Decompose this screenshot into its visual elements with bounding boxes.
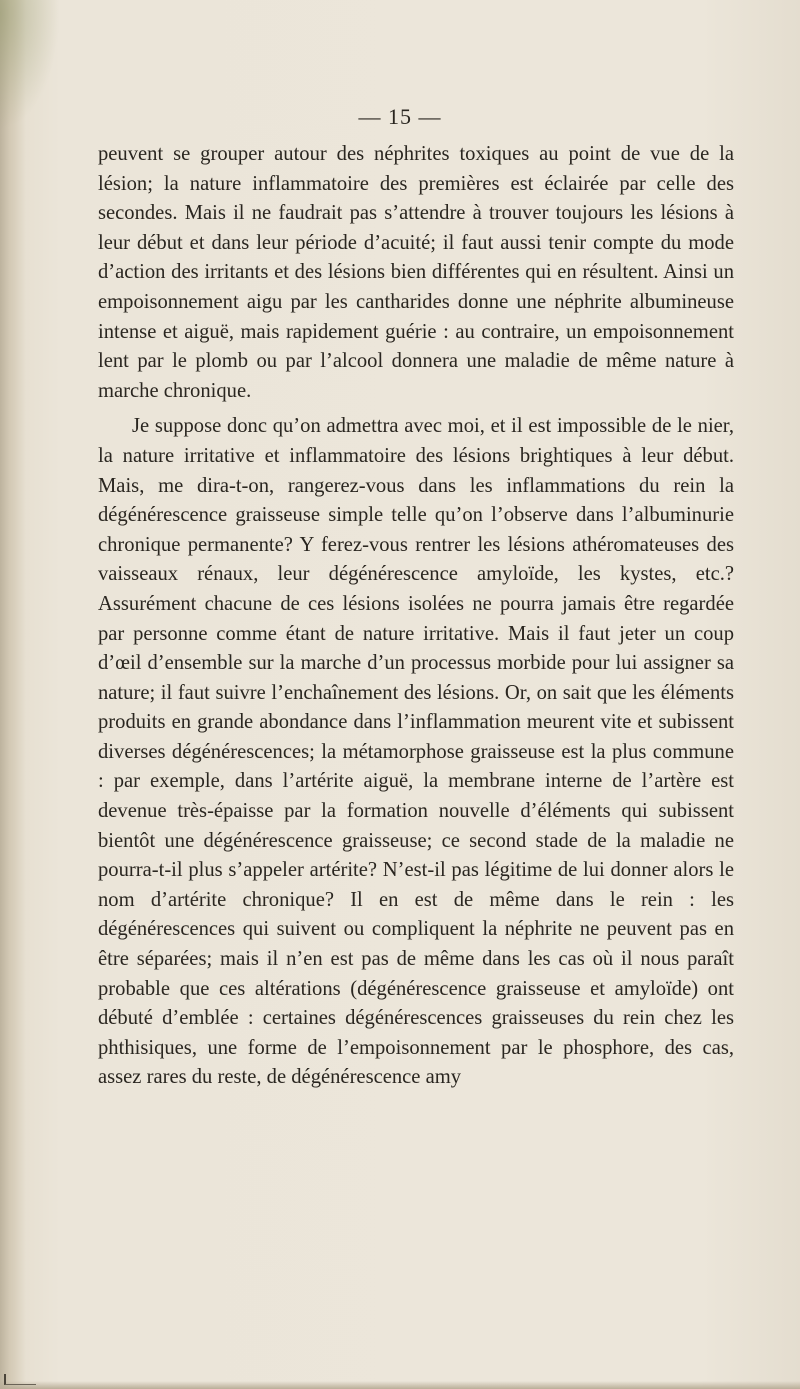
binding-shadow — [0, 0, 26, 1389]
page-corner-mark — [4, 1374, 36, 1385]
paragraph-1: peuvent se grouper autour des néphrites toxiques au point de vue de la lésion; la nature inflammatoire des premières est éclairée par celle des secondes. Mais il ne faudrait pas s’attendre à trouver toujours les lésions à leur début et dans leur période d’acuité; il faut aussi tenir compte du mode d’action des irritants et des lésions bien différentes qui en résultent. Ainsi un empoisonnement aigu par les cantharides donne une néphrite albumineuse intense et aiguë, mais rapidement guérie : au contraire, un empoisonnement lent par le plomb ou par l’alcool donnera une maladie de même nature à marche chronique. — [98, 143, 734, 402]
page-number-header: — 15 — — [358, 104, 442, 129]
paragraph-2: Je suppose donc qu’on admettra avec moi, et il est impossible de le nier, la nature irritative et inflammatoire des lésions brightiques à leur début. Mais, me dira-t-on, rangerez-vous dans les inflammations du rein la dégénérescence graisseuse simple telle qu’on l’observe dans l’albuminurie chronique permanente? Y ferez-vous rentrer les lésions athéromateuses des vaisseaux rénaux, leur dégénérescence amyloïde, les kystes, etc.? Assurément chacune de ces lésions isolées ne pourra jamais être regardée par personne comme étant de nature irritative. Mais il faut jeter un coup d’œil d’ensemble sur la marche d’un processus morbide pour lui assigner sa nature; il faut suivre l’enchaînement des lésions. Or, on sait que les éléments produits en grande abondance dans l’inflammation meurent vite et subissent diverses dégénérescences; la métamorphose graisseuse est la plus commune : par exemple, dans l’artérite aiguë, la membrane interne de l’artère est devenue très-épaisse par la formation nouvelle d’éléments qui subissent bientôt une dégénérescence graisseuse; ce second stade de la maladie ne pourra-t-il plus s’appeler artérite? N’est-il pas légitime de lui donner alors le nom d’artérite chronique? Il en est de même dans le rein : les dégénérescences qui suivent ou compliquent la néphrite ne peuvent pas en être séparées; mais il n’en est pas de même dans les cas où il nous paraît probable que ces altérations (dégénérescence graisseuse et amyloïde) ont débuté d’emblée : certaines dégénérescences graisseuses du rein chez les phthisiques, une forme de l’empoisonnement par le phosphore, des cas, assez rares du reste, de dégénérescence amy — [98, 415, 734, 1089]
page-bottom-edge — [0, 1381, 800, 1389]
body-text — [98, 140, 734, 1093]
